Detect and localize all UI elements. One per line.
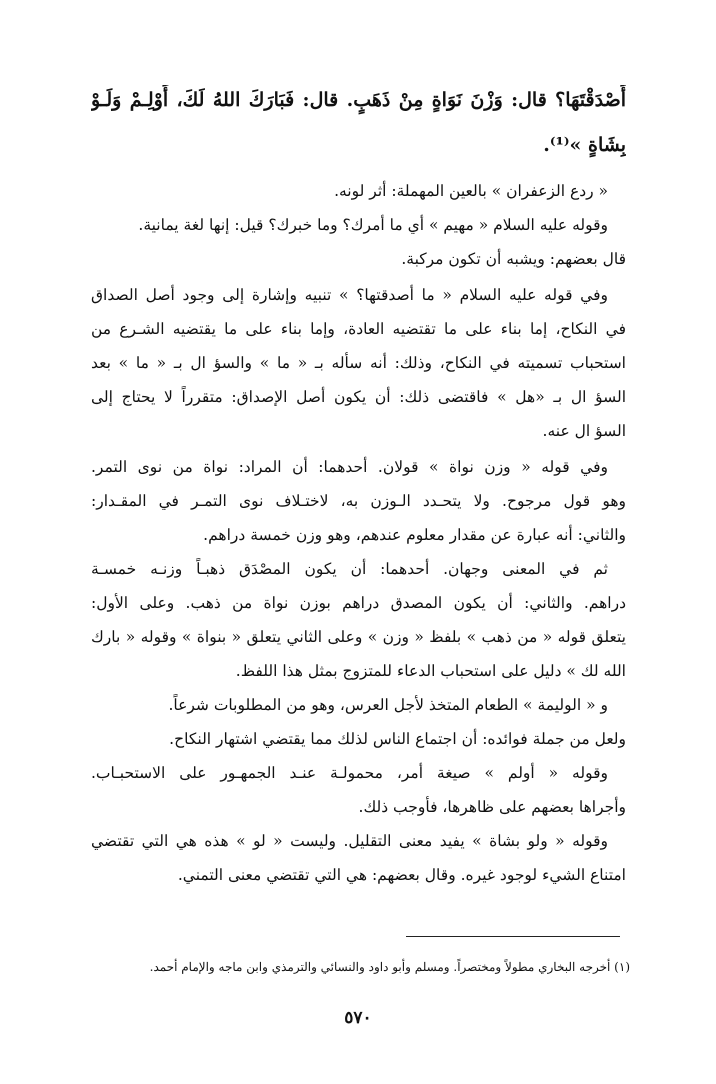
body-line-8: السؤ ال عنه. <box>542 422 626 440</box>
body-line-18: وقوله « أولم » صيغة أمر، محمولـة عنـد الجمهـور على الاستحبـاب. <box>91 764 608 782</box>
body-line-17: ولعل من جملة فوائده: أن اجتماع الناس لذلك مما يقتضي اشتهار النكاح. <box>169 730 626 748</box>
body-line-13: دراهم. والثاني: أن يكون المصدق دراهم بوزن نواة من ذهب. وعلى الأول: <box>91 594 626 612</box>
hadith-line-2: بِشَاةٍ »⁽¹⁾. <box>543 134 626 156</box>
hadith-line-1: أَصْدَقْتَهَا؟ قال: وَزْنَ نَوَاةٍ مِنْ ذَهَبٍ. قال: فَبَارَكَ اللهُ لَكَ، أَوْلِـمْ وَلَـوْ <box>91 89 626 111</box>
body-line-14: يتعلق قوله « من ذهب » بلفظ « وزن » وعلى الثاني يتعلق « بنواة » وقوله « بارك <box>91 628 626 646</box>
body-line-10: وهو قول مرجوح. ولا يتحـدد الـوزن به، لاختـلاف نوى التمـر في المقـدار: <box>91 492 626 510</box>
body-line-4: وفي قوله عليه السلام « ما أصدقتها؟ » تنبيه وإشارة إلى وجود أصل الصداق <box>91 286 608 304</box>
body-line-1: « ردع الزعفران » بالعين المهملة: أثر لونه. <box>334 182 608 200</box>
page-number: ٥٧٠ <box>344 1008 372 1028</box>
body-line-3: قال بعضهم: ويشبه أن تكون مركبة. <box>401 250 626 268</box>
body-line-15: الله لك » دليل على استحباب الدعاء للمتزوج بمثل هذا اللفظ. <box>235 662 626 680</box>
body-line-12: ثم في المعنى وجهان. أحدهما: أن يكون المصْدَق ذهبـاً وزنـه خمسـة <box>91 560 608 578</box>
body-line-20: وقوله « ولو بشاة » يفيد معنى التقليل. وليست « لو » هذه هي التي تقتضي <box>91 832 608 850</box>
body-line-7: السؤ ال بـ «هل » فاقتضى ذلك: أن يكون أصل الإصداق: متقرراً لا يحتاج إلى <box>91 388 626 406</box>
body-line-16: و « الوليمة » الطعام المتخذ لأجل العرس، وهو من المطلوبات شرعاً. <box>168 696 608 714</box>
body-line-19: وأجراها بعضهم على ظاهرها، فأوجب ذلك. <box>358 798 626 816</box>
body-line-5: في النكاح، إما بناء على ما تقتضيه العادة، وإما بناء على ما يقتضيه الشـرع من <box>91 320 626 338</box>
body-line-2: وقوله عليه السلام « مهيم » أي ما أمرك؟ وما خبرك؟ قيل: إنها لغة يمانية. <box>138 216 608 234</box>
body-line-6: استحباب تسميته في النكاح، وذلك: أنه سأله بـ « ما » والسؤ ال بـ « ما » بعد <box>91 354 626 372</box>
footnote: (١) أخرجه البخاري مطولاً ومختصراً. ومسلم وأبو داود والنسائي والترمذي وابن ماجه والإمام أحمد. <box>149 960 630 974</box>
body-line-11: والثاني: أنه عبارة عن مقدار معلوم عندهم، وهو وزن خمسة دراهم. <box>203 526 626 544</box>
body-line-21: امتناع الشيء لوجود غيره. وقال بعضهم: هي التي تقتضي معنى التمني. <box>177 866 626 884</box>
footnote-divider <box>406 936 620 937</box>
body-line-9: وفي قوله « وزن نواة » قولان. أحدهما: أن المراد: نواة من نوى التمر. <box>91 458 608 476</box>
